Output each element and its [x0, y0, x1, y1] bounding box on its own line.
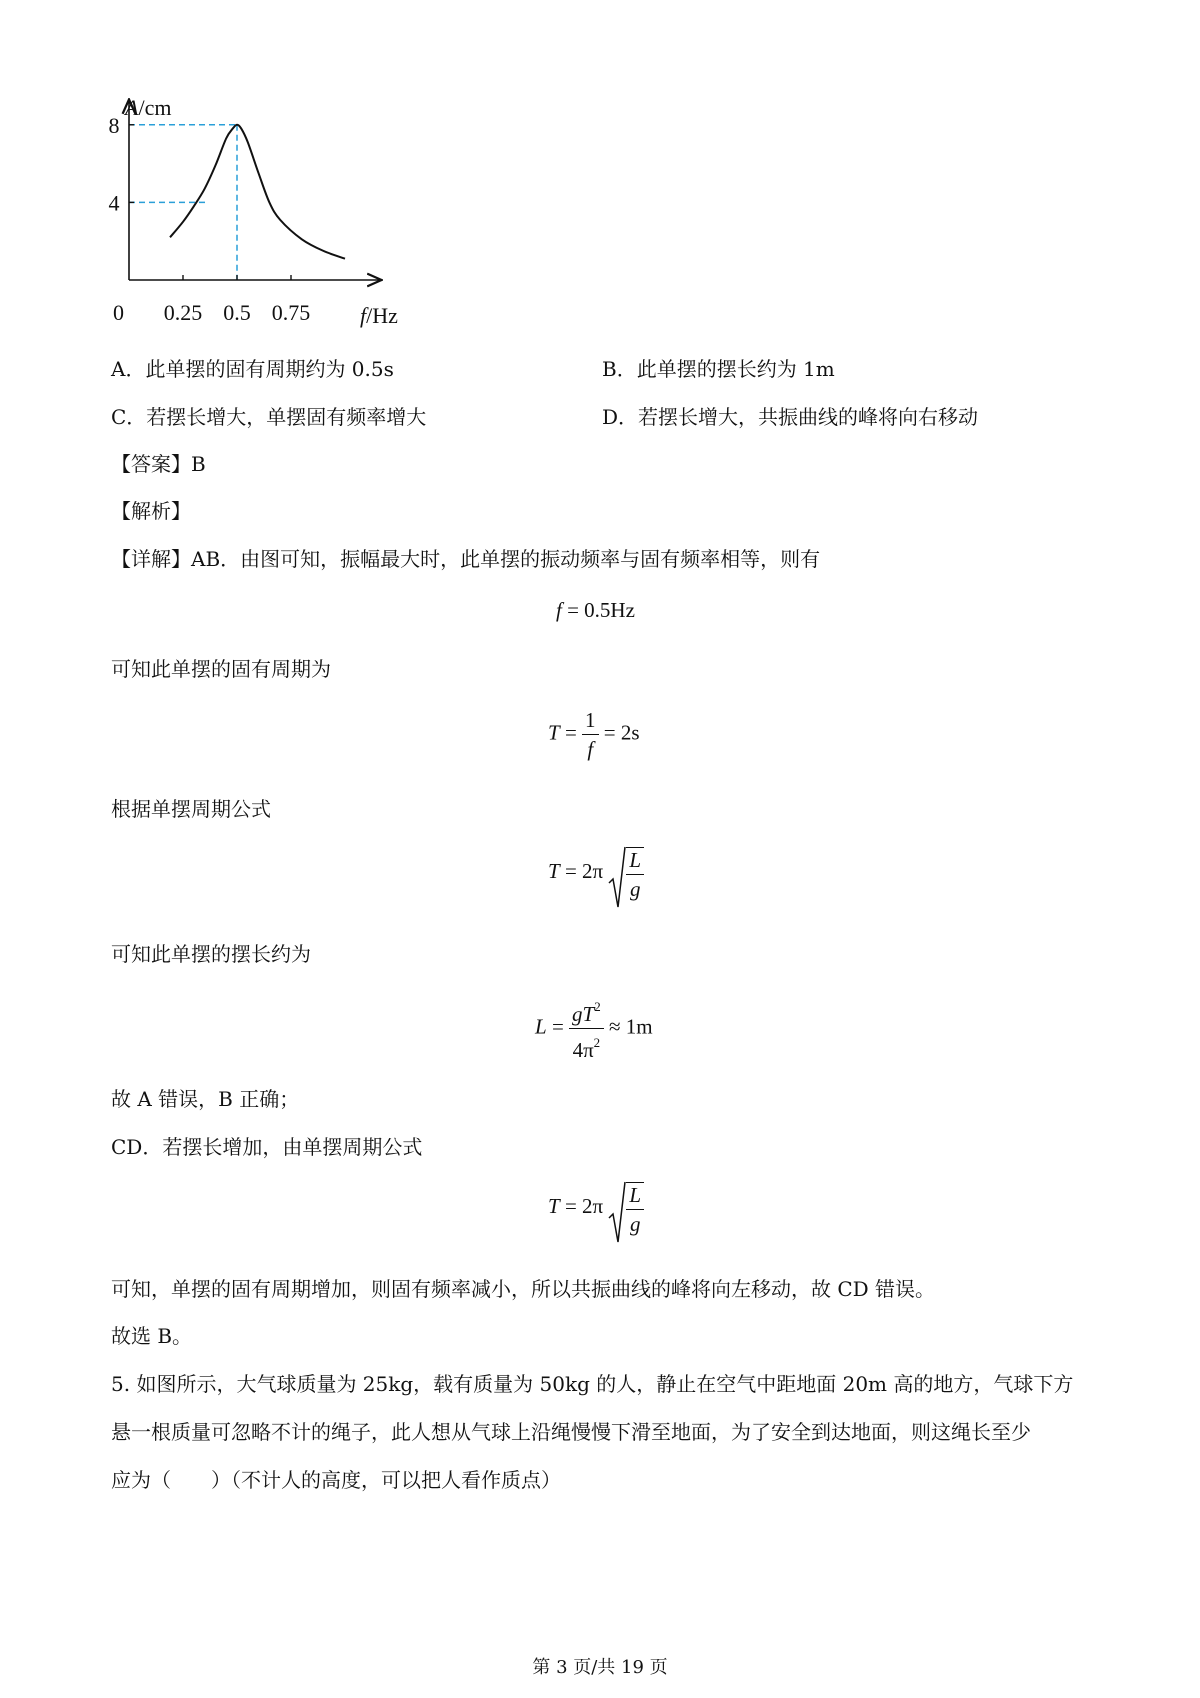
fraction-1-over-f: $\frac{1}{f}$: [582, 708, 599, 761]
text-length: 可知此单摆的摆长约为: [111, 942, 311, 966]
resonance-curve: [170, 125, 345, 259]
page-footer: 第 3 页/共 19 页: [532, 1657, 668, 1678]
sqrt-symbol: $\frac{L}{g}$: [608, 845, 644, 901]
detail-ab: 【详解】AB．由图可知，振幅最大时，此单摆的振动频率与固有频率相等，则有: [111, 547, 821, 571]
option-d: D．若摆长增大，共振曲线的峰将向右移动: [602, 405, 979, 429]
y-tick-label: 4: [108, 190, 120, 216]
plot-area: [109, 113, 346, 325]
x-tick-label: 0.5: [223, 300, 251, 325]
sqrt-symbol: $\frac{L}{g}$: [608, 1180, 644, 1236]
question-5-line-1: 5. 如图所示，大气球质量为 25kg，载有质量为 50kg 的人，静止在空气中距地面 20m 高的地方，气球下方: [111, 1372, 1074, 1396]
option-c: C．若摆长增大，单摆固有频率增大: [111, 405, 427, 429]
equation-pendulum-2: T = 2π $\frac{L}{g}$: [548, 1180, 644, 1236]
y-axis-label: A/cm: [125, 95, 172, 120]
fraction-gT2-over-4pi2: $\frac{gT^2}{4\pi^2}$: [569, 995, 604, 1062]
equation-pendulum-1: T = 2π $\frac{L}{g}$: [548, 845, 644, 901]
conclusion-cd: 可知，单摆的固有周期增加，则固有频率减小，所以共振曲线的峰将向左移动，故 CD 错误。: [111, 1277, 936, 1301]
origin-label: 0: [113, 300, 124, 325]
text-period: 可知此单摆的固有周期为: [111, 657, 331, 681]
analysis-label: 【解析】: [111, 499, 191, 523]
y-tick-label: 8: [108, 112, 120, 138]
equation-length: L = $\frac{gT^2}{4\pi^2}$ ≈ 1m: [535, 995, 653, 1062]
equation-frequency: f = 0.5Hz: [556, 598, 635, 622]
x-tick-label: 0.25: [163, 300, 203, 325]
equation-period: T = $\frac{1}{f}$ = 2s: [548, 708, 640, 761]
question-5-line-3: 应为（ ）（不计人的高度，可以把人看作质点）: [111, 1468, 561, 1492]
text-formula: 根据单摆周期公式: [111, 797, 271, 821]
choose-line: 故选 B。: [111, 1324, 193, 1348]
option-b: B．此单摆的摆长约为 1m: [602, 357, 835, 381]
resonance-chart: [100, 95, 430, 335]
detail-cd: CD．若摆长增加，由单摆周期公式: [111, 1135, 423, 1159]
x-axis-label: f/Hz: [360, 303, 398, 328]
answer-line: 【答案】B: [111, 452, 206, 476]
question-5-line-2: 悬一根质量可忽略不计的绳子，此人想从气球上沿绳慢慢下滑至地面，为了安全到达地面，则这绳长至少: [111, 1420, 1031, 1444]
option-a: A．此单摆的固有周期约为 0.5s: [111, 357, 394, 381]
x-tick-label: 0.75: [271, 300, 311, 325]
conclusion-ab: 故 A 错误，B 正确；: [111, 1087, 300, 1111]
